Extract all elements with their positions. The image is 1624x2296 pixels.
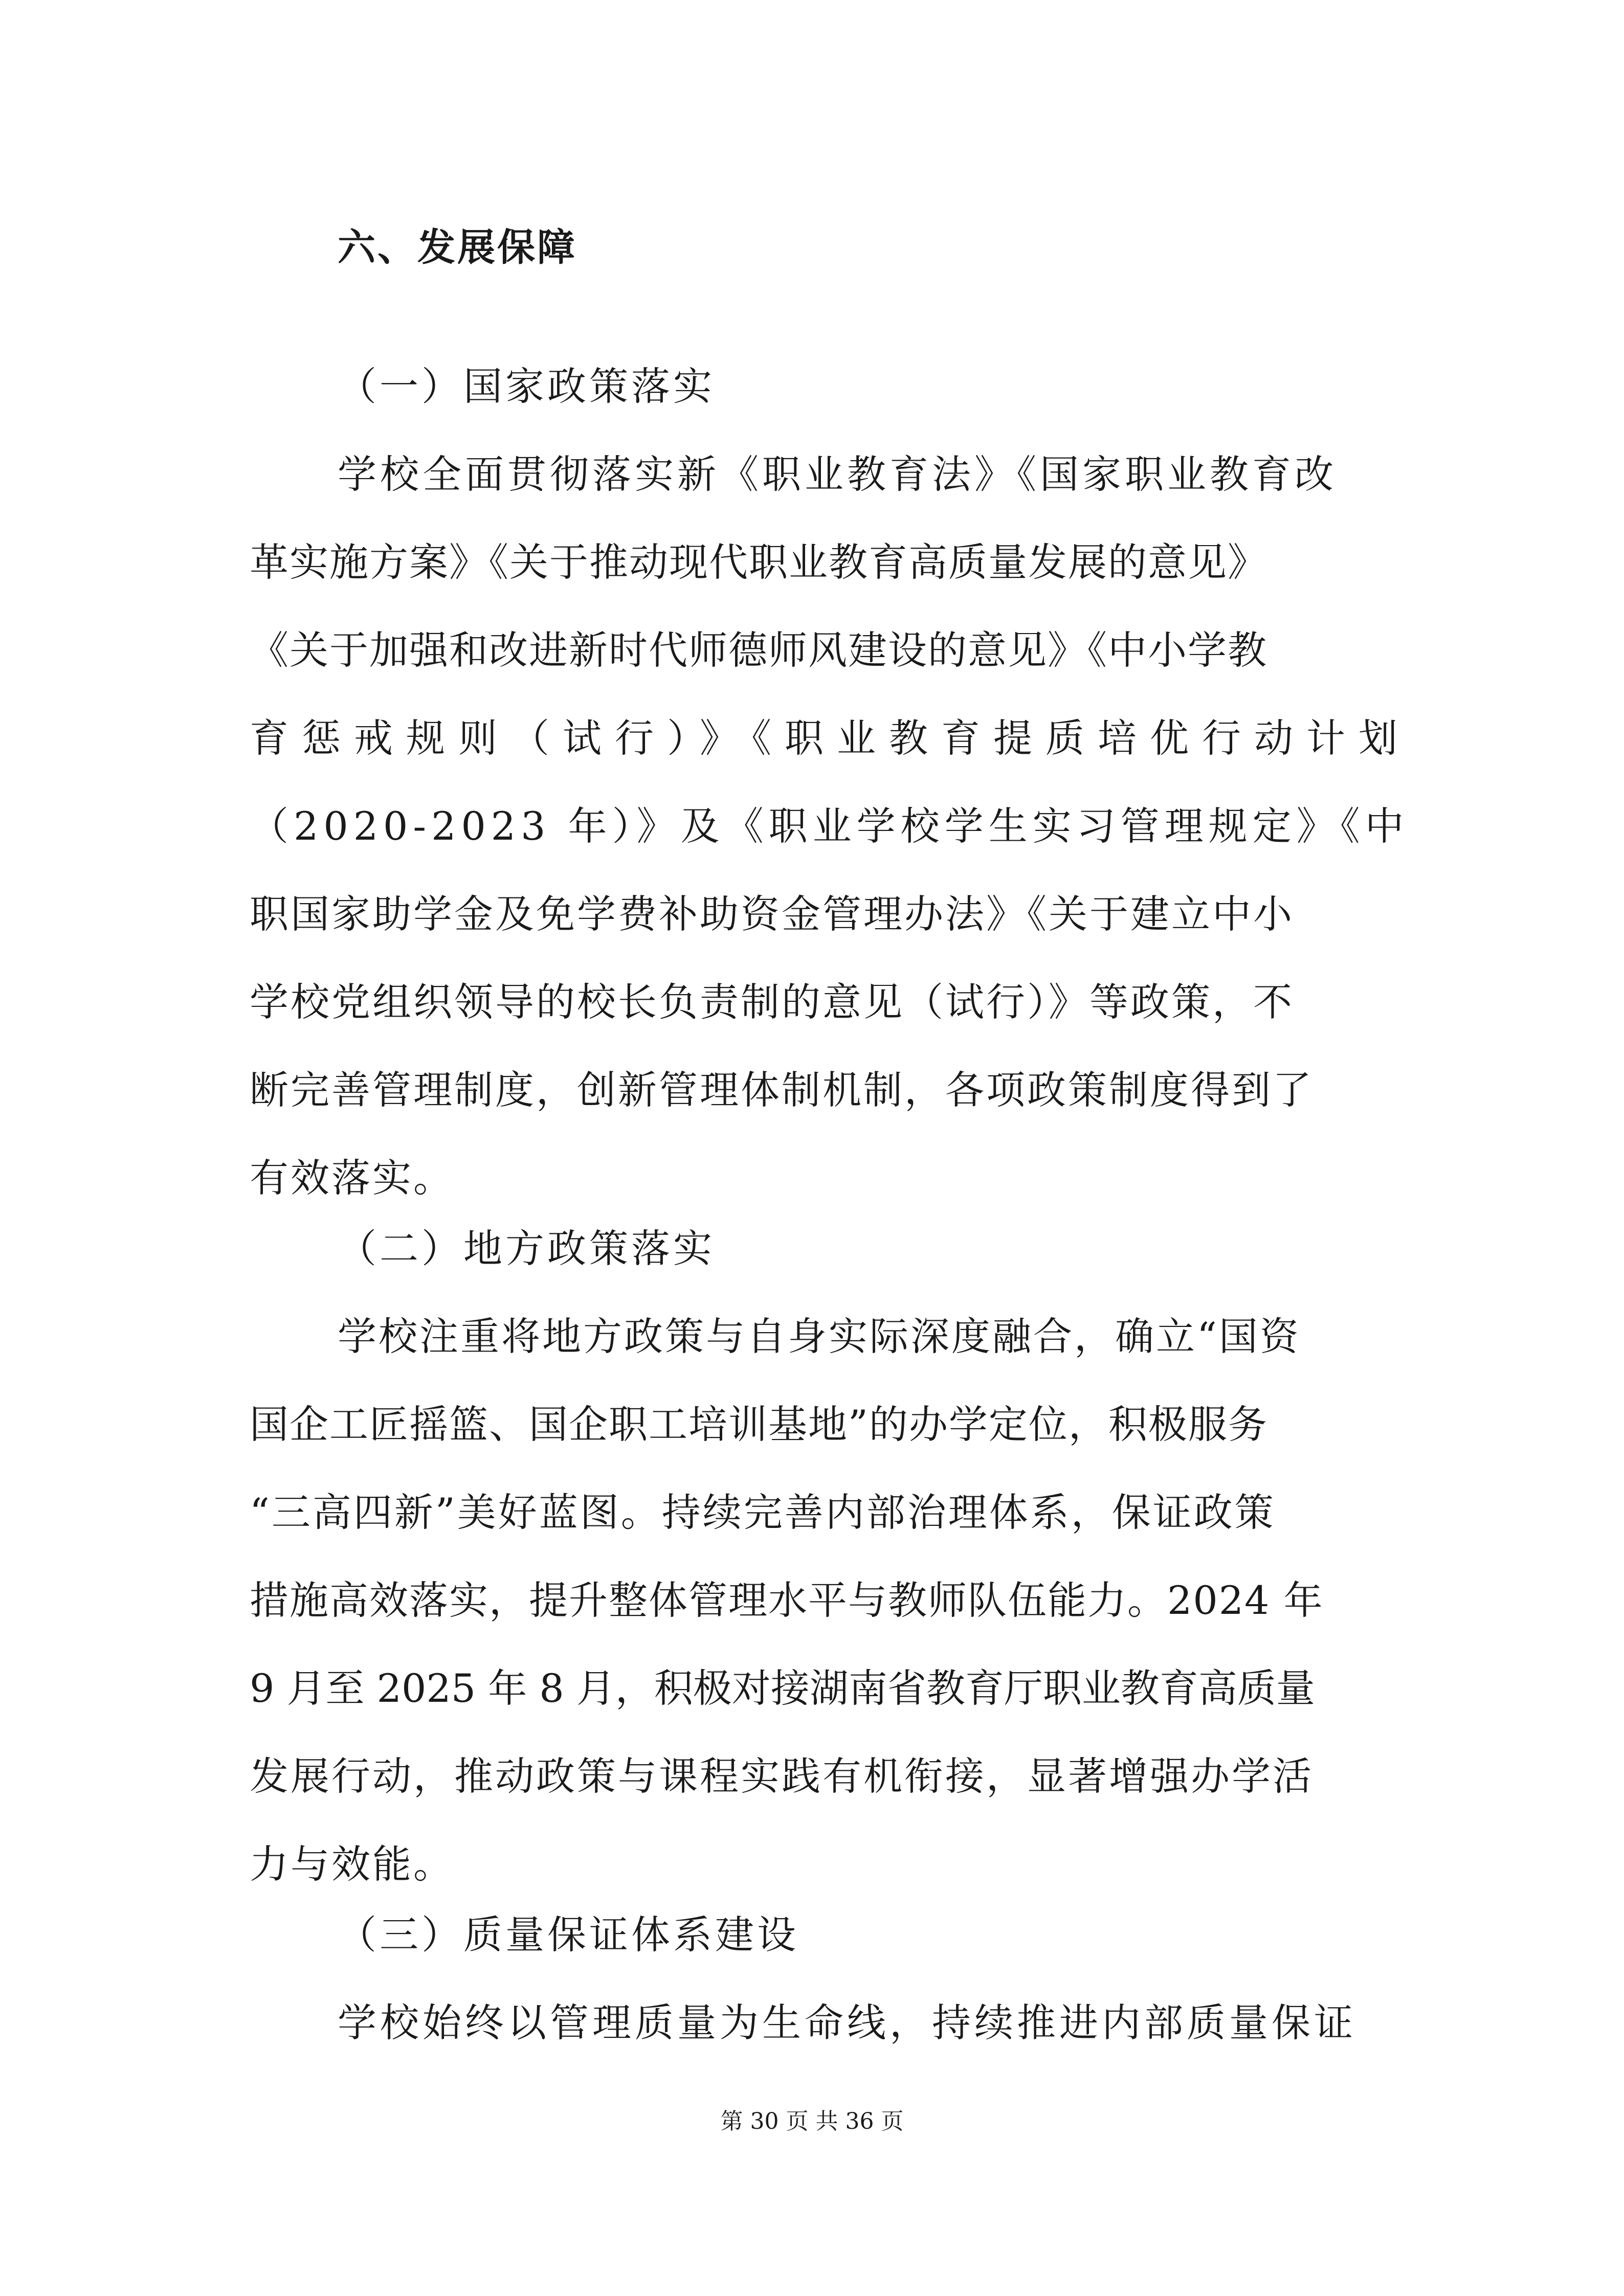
paragraph-line: 学校党组织领导的校长负责制的意见（试行）》等政策，不: [250, 979, 1294, 1025]
paragraph-line: 学校全面贯彻落实新《职业教育法》《国家职业教育改: [338, 452, 1337, 497]
paragraph-line: 措施高效落实，提升整体管理水平与教师队伍能力。2024 年: [250, 1578, 1324, 1623]
paragraph-line: 学校始终以管理质量为生命线，持续推进内部质量保证: [338, 2000, 1356, 2045]
paragraph-line: 《关于加强和改进新时代师德师风建设的意见》《中小学教: [250, 627, 1267, 673]
section-title: 六、发展保障: [338, 226, 577, 269]
paragraph-line: 9 月至 2025 年 8 月，积极对接湖南省教育厅职业教育高质量: [250, 1665, 1315, 1711]
paragraph-line: 国企工匠摇篮、国企职工培训基地”的办学定位，积极服务: [250, 1402, 1268, 1447]
paragraph-line: 育惩戒规则（试行）》《职业教育提质培优行动计划: [250, 715, 1411, 761]
paragraph-line: “三高四新”美好蓝图。持续完善内部治理体系，保证政策: [250, 1490, 1276, 1535]
paragraph-line: 职国家助学金及免学费补助资金管理办法》《关于建立中小: [250, 891, 1294, 937]
paragraph-line: 发展行动，推动政策与课程实践有机衔接，显著增强办学活: [250, 1753, 1314, 1799]
subsection-title-3: （三）质量保证体系建设: [338, 1912, 799, 1957]
subsection-title-1: （一）国家政策落实: [338, 364, 715, 409]
paragraph-line: （2020-2023 年）》及《职业学校学生实习管理规定》《中: [250, 803, 1409, 849]
paragraph-line: 革实施方案》《关于推动现代职业教育高质量发展的意见》: [250, 539, 1267, 585]
page-number-footer: 第 30 页 共 36 页: [720, 2108, 904, 2134]
paragraph-line: 学校注重将地方政策与自身实际深度融合，确立“国资: [338, 1314, 1301, 1359]
subsection-title-2: （二）地方政策落实: [338, 1226, 715, 1271]
paragraph-line: 力与效能。: [250, 1841, 454, 1887]
paragraph-line: 有效落实。: [250, 1155, 454, 1201]
paragraph-line: 断完善管理制度，创新管理体制机制，各项政策制度得到了: [250, 1067, 1314, 1113]
